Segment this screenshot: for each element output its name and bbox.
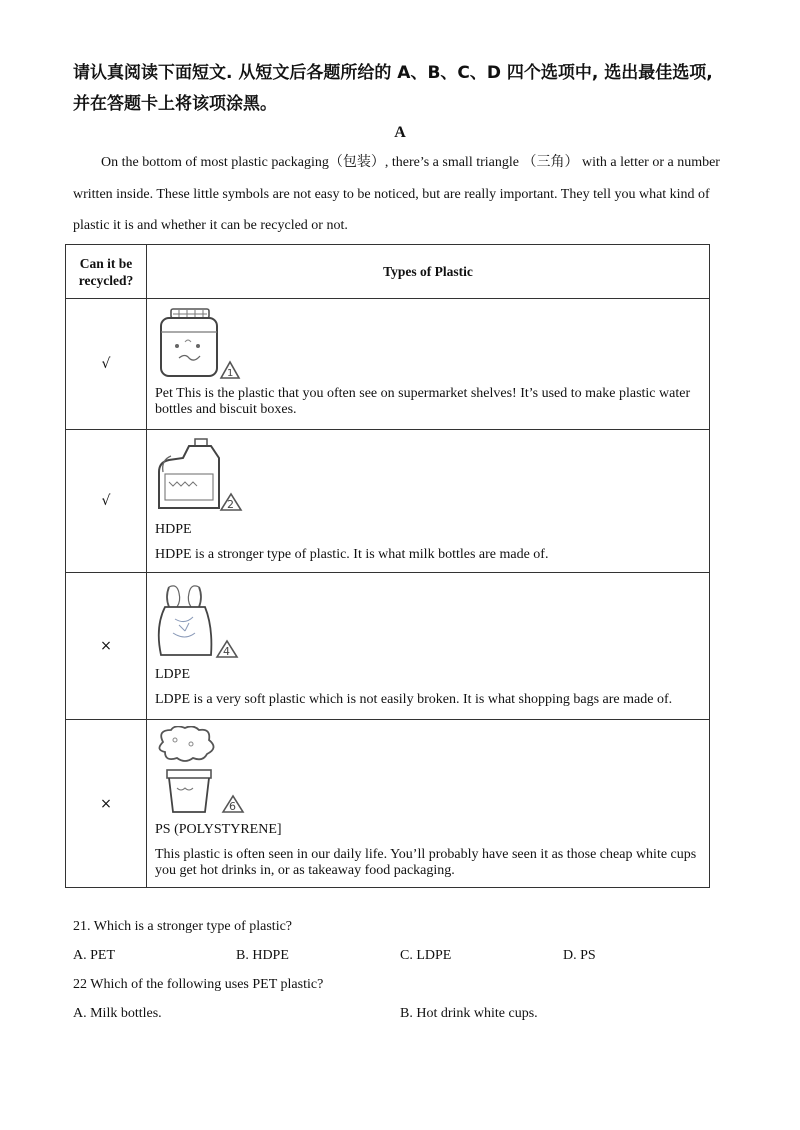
header-types-of-plastic: Types of Plastic (147, 245, 710, 299)
table-row (66, 299, 710, 430)
header-recyclable: Can it be recycled? (66, 245, 147, 299)
table-row (66, 720, 710, 888)
q22-option-a: A. Milk bottles. (73, 1006, 162, 1021)
plastic-description: LDPE is a very soft plastic which is not easily broken. It is what shopping bags are made of. (155, 691, 673, 707)
plastic-description: Pet This is the plastic that you often see on supermarket shelves! It’s used to make plastic water bottles and biscuit boxes. (155, 386, 691, 417)
recycle-mark: √ (66, 430, 147, 573)
question-22: 22 Which of the following uses PET plastic? (73, 977, 324, 992)
recycle-mark: × (66, 573, 147, 720)
table-row (66, 573, 710, 720)
cup-triangle-6-icon (155, 726, 259, 816)
table-header-row (66, 245, 710, 299)
svg-text:4: 4 (223, 644, 230, 658)
section-label: A (394, 124, 406, 141)
plastic-cell (147, 720, 710, 888)
plastic-name: HDPE (155, 521, 192, 537)
passage-text: On the bottom of most plastic packaging（包装）, there’s a small triangle （三角） with a letter or a number written inside. These little symbols are not easy to be noticed, but are really important. They tell you what kind of plastic it is and whether it can be recycled or not. (73, 155, 720, 233)
svg-text:2: 2 (227, 497, 234, 511)
q21-option-d: D. PS (563, 948, 596, 963)
q21-option-b: B. HDPE (236, 948, 289, 963)
plastic-cell (147, 299, 710, 430)
bag-triangle-4-icon (155, 583, 255, 661)
plastic-description: HDPE is a stronger type of plastic. It is what milk bottles are made of. (155, 546, 549, 562)
plastic-types-table (65, 244, 710, 888)
jar-triangle-1-icon (155, 308, 255, 382)
plastic-cell (147, 430, 710, 573)
plastic-name: PS (POLYSTYRENE] (155, 822, 282, 837)
q22-option-b: B. Hot drink white cups. (400, 1006, 538, 1021)
question-21: 21. Which is a stronger type of plastic? (73, 919, 293, 934)
jug-triangle-2-icon (155, 438, 255, 516)
instruction-text: 请认真阅读下面短文. 从短文后各题所给的 A、B、C、D 四个选项中, 选出最佳选项, 并在答题卡上将该项涂黑。 (73, 63, 713, 114)
recycle-mark: √ (66, 299, 147, 430)
svg-text:6: 6 (229, 800, 236, 813)
plastic-cell (147, 573, 710, 720)
q21-option-a: A. PET (73, 948, 115, 963)
table-row (66, 430, 710, 573)
plastic-name: LDPE (155, 666, 190, 682)
q21-option-c: C. LDPE (400, 948, 452, 963)
passage-paragraph (73, 147, 721, 242)
recycle-mark: × (66, 720, 147, 888)
plastic-description: This plastic is often seen in our daily life. You’ll probably have seen it as those cheap white cups you get hot drinks in, or as takeaway food packaging. (155, 847, 697, 878)
svg-text:1: 1 (227, 368, 234, 379)
